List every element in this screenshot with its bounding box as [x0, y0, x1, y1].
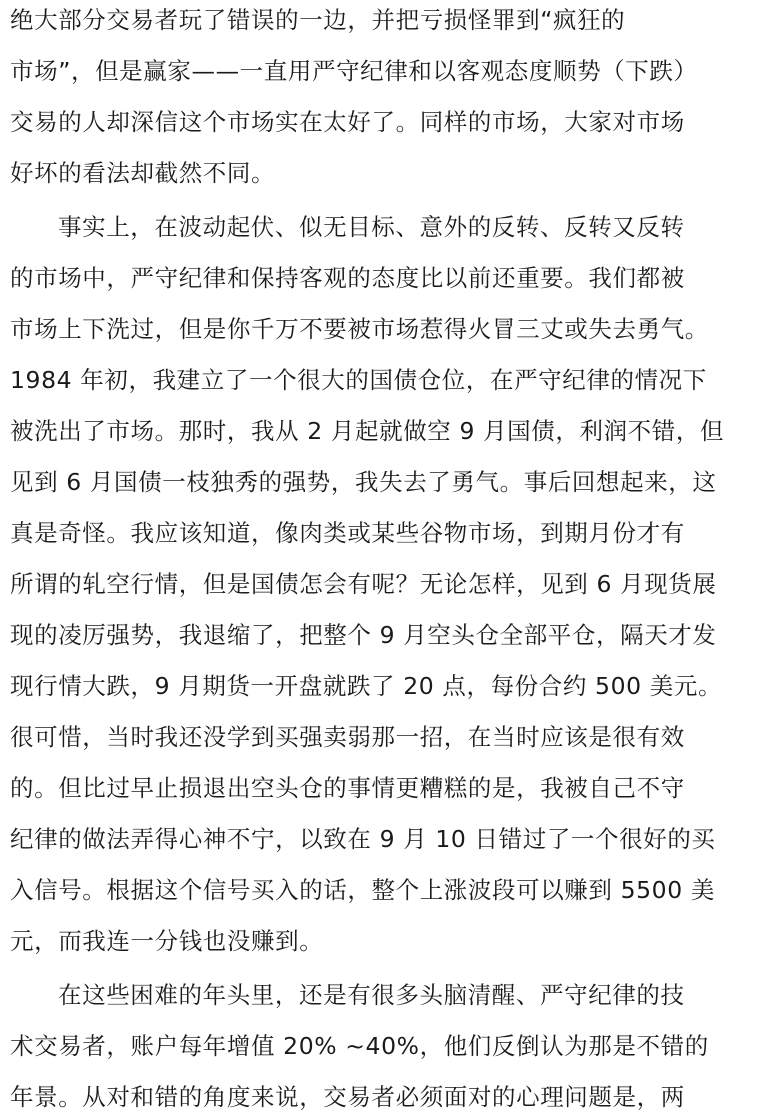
text-line: 绝大部分交易者玩了错误的一边，并把亏损怪罪到“疯狂的: [10, 6, 626, 34]
text-line: 的市场中，严守纪律和保持客观的态度比以前还重要。我们都被: [10, 264, 685, 292]
text-line: 术交易者，账户每年增值 20% ~40%，他们反倒认为那是不错的: [10, 1032, 709, 1060]
text-line: 1984 年初，我建立了一个很大的国债仓位，在严守纪律的情况下: [10, 366, 707, 394]
text-line: 年景。从对和错的角度来说，交易者必须面对的心理问题是，两: [10, 1083, 685, 1111]
text-line: 现行情大跌，9 月期货一开盘就跌了 20 点，每份合约 500 美元。: [10, 672, 723, 700]
text-line: 好坏的看法却截然不同。: [10, 159, 276, 187]
text-line: 元，而我连一分钱也没赚到。: [10, 927, 324, 955]
text-line: 在这些困难的年头里，还是有很多头脑清醒、严守纪律的技: [58, 981, 685, 1009]
text-line: 市场上下洗过，但是你千万不要被市场惹得火冒三丈或失去勇气。: [10, 315, 709, 343]
text-line: 事实上，在波动起伏、似无目标、意外的反转、反转又反转: [58, 213, 685, 241]
text-line: 很可惜，当时我还没学到买强卖弱那一招，在当时应该是很有效: [10, 723, 685, 751]
text-line: 纪律的做法弄得心神不宁，以致在 9 月 10 日错过了一个很好的买: [10, 825, 716, 853]
text-line: 真是奇怪。我应该知道，像肉类或某些谷物市场，到期月份才有: [10, 519, 685, 547]
text-line: 的。但比过早止损退出空头仓的事情更糟糕的是，我被自己不守: [10, 774, 685, 802]
text-line: 现的凌厉强势，我退缩了，把整个 9 月空头仓全部平仓，隔天才发: [10, 621, 717, 649]
text-line: 入信号。根据这个信号买入的话，整个上涨波段可以赚到 5500 美: [10, 876, 715, 904]
text-line: 见到 6 月国债一枝独秀的强势，我失去了勇气。事后回想起来，这: [10, 468, 717, 496]
text-line: 交易的人却深信这个市场实在太好了。同样的市场，大家对市场: [10, 108, 685, 136]
text-line: 被洗出了市场。那时，我从 2 月起就做空 9 月国债，利润不错，但: [10, 417, 725, 445]
text-line: 所谓的轧空行情，但是国债怎会有呢？无论怎样，见到 6 月现货展: [10, 570, 717, 598]
text-line: 市场”，但是赢家——一直用严守纪律和以客观态度顺势（下跌）: [10, 57, 698, 85]
